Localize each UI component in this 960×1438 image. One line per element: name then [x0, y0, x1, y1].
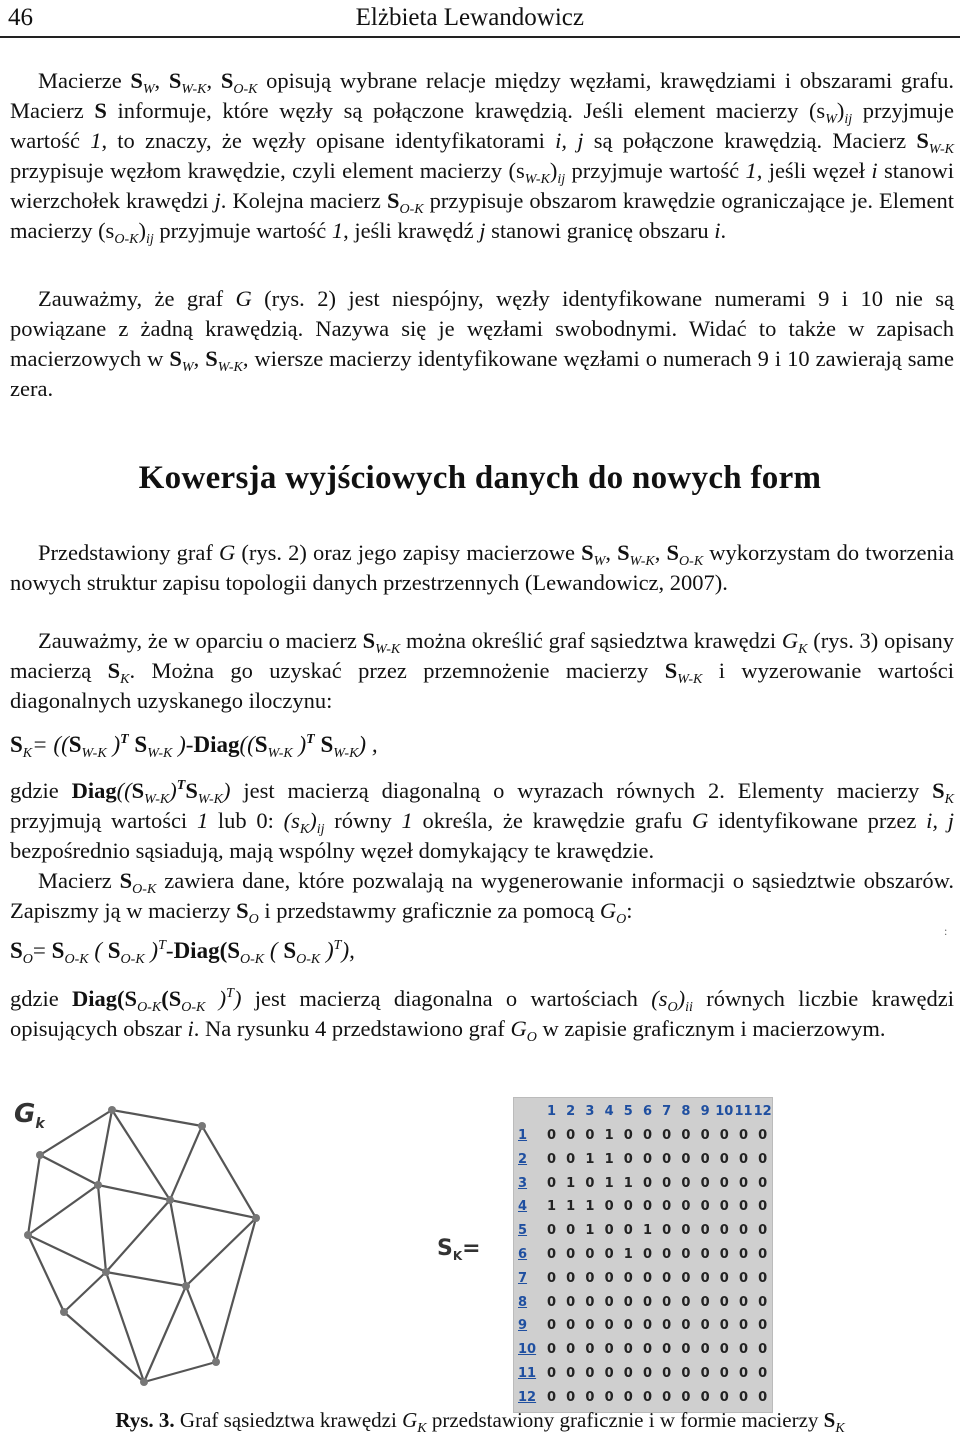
- matrix-cell: 0: [662, 1151, 672, 1167]
- matrix-header-row: [514, 1100, 772, 1124]
- matrix-row-header: 6: [518, 1247, 528, 1262]
- matrix-cell: 0: [719, 1342, 729, 1358]
- matrix-cell: 0: [585, 1389, 595, 1405]
- matrix-cell: 0: [623, 1151, 633, 1167]
- matrix-cell: 0: [719, 1294, 729, 1310]
- matrix-cell: 0: [719, 1151, 729, 1167]
- matrix-cell: 0: [642, 1175, 653, 1191]
- matrix-cell: 0: [566, 1270, 576, 1286]
- matrix-col-header: 6: [642, 1104, 653, 1119]
- matrix-cell: 0: [738, 1318, 749, 1334]
- matrix-cell: 0: [546, 1247, 557, 1262]
- matrix-row-header: 8: [518, 1294, 528, 1310]
- matrix-label: $S_K=$: [437, 1236, 481, 1263]
- matrix-cell: 0: [700, 1175, 710, 1191]
- matrix-col-header: 8: [681, 1104, 691, 1119]
- matrix-cell: 1: [642, 1223, 653, 1239]
- matrix-cell: 0: [681, 1199, 691, 1215]
- matrix-col-header: 11: [734, 1104, 753, 1119]
- matrix-row-header: 10: [518, 1342, 537, 1358]
- matrix-cell: 0: [566, 1247, 576, 1262]
- matrix-cell: 0: [546, 1318, 557, 1334]
- matrix-cell: 0: [662, 1247, 672, 1262]
- matrix-row: [514, 1386, 772, 1410]
- matrix-cell: 1: [566, 1199, 576, 1215]
- matrix-cell: 0: [642, 1199, 653, 1215]
- matrix-row-header: 3: [518, 1175, 528, 1191]
- matrix-row: [514, 1291, 772, 1315]
- matrix-cell: 0: [546, 1294, 557, 1310]
- matrix-cell: 0: [719, 1223, 729, 1239]
- matrix-cell: 0: [719, 1175, 729, 1191]
- matrix-cell: 0: [642, 1128, 653, 1143]
- matrix-cell: 0: [604, 1199, 614, 1215]
- matrix-cell: 0: [623, 1294, 633, 1310]
- matrix-row-header: 12: [518, 1389, 537, 1405]
- matrix-row: [514, 1124, 772, 1148]
- matrix-row: [514, 1243, 772, 1267]
- matrix-cell: 0: [719, 1366, 729, 1381]
- matrix-cell: 0: [604, 1389, 614, 1405]
- matrix-cell: 0: [758, 1175, 768, 1191]
- matrix-cell: 0: [662, 1389, 672, 1405]
- matrix-cell: 0: [758, 1318, 768, 1334]
- matrix-cell: 0: [566, 1294, 576, 1310]
- matrix-cell: 0: [662, 1366, 672, 1381]
- matrix-cell: 0: [700, 1318, 710, 1334]
- matrix-row: [514, 1219, 772, 1243]
- matrix-cell: 0: [546, 1151, 557, 1167]
- matrix-cell: 1: [566, 1175, 576, 1191]
- paragraph-matrices-intro: Macierze $S_W$, $S_{W-K}$, $S_{O-K}$ opisują wybrane relacje między węzłami, krawędziami i obszarami grafu. Macierz S informuje, które węzły są połączone krawędzią. Jeśli element macierzy $(s_W)_{ij}$ przyjmuje wartość 1, to znaczy, że węzły opisane identyfikatorami i, j są połączone krawędzią. Macierz $S_{W-K}$ przypisuje węzłom krawędzie, czyli element macierzy $(s_{W-K})_{ij}$ przyjmuje wartość 1, jeśli węzeł i stanowi wierzchołek krawędzi j. Kolejna macierz $S_{O-K}$ przypisuje obszarom krawędzie ograniczające je. Element macierzy $(s_{O-K})_{ij}$ przyjmuje wartość 1, jeśli krawędź j stanowi granicę obszaru i.: [10, 68, 955, 247]
- matrix-cell: 0: [738, 1270, 749, 1286]
- matrix-cell: 0: [681, 1175, 691, 1191]
- matrix-cell: 0: [758, 1247, 768, 1262]
- matrix-cell: 0: [662, 1294, 672, 1310]
- matrix-row-header: 11: [518, 1366, 537, 1381]
- matrix-cell: 0: [566, 1318, 576, 1334]
- matrix-cell: 0: [623, 1128, 633, 1143]
- matrix-cell: 0: [700, 1342, 710, 1358]
- matrix-cell: 0: [585, 1128, 595, 1143]
- matrix-row-header: 2: [518, 1151, 528, 1167]
- figure-caption: Rys. 3. Graf sąsiedztwa krawędzi $G_K$ przedstawiony graficznie i w formie macierzy $S_K$: [115, 1408, 845, 1436]
- matrix-cell: 0: [642, 1342, 653, 1358]
- matrix-cell: 0: [642, 1366, 653, 1381]
- matrix-cell: 0: [758, 1366, 768, 1381]
- matrix-cell: 0: [642, 1270, 653, 1286]
- matrix-cell: 0: [662, 1318, 672, 1334]
- matrix-cell: 0: [758, 1223, 768, 1239]
- matrix-col-header: 1: [546, 1104, 557, 1119]
- matrix-cell: 0: [738, 1294, 749, 1310]
- matrix-col-header: 12: [753, 1104, 772, 1119]
- matrix-cell: 0: [738, 1247, 749, 1262]
- matrix-cell: 0: [700, 1128, 710, 1143]
- matrix-cell: 0: [681, 1247, 691, 1262]
- matrix-row-header: 5: [518, 1223, 528, 1239]
- matrix-cell: 0: [662, 1175, 672, 1191]
- matrix-cell: 0: [604, 1247, 614, 1262]
- matrix-cell: 0: [585, 1366, 595, 1381]
- matrix-cell: 0: [662, 1223, 672, 1239]
- matrix-cell: 0: [681, 1389, 691, 1405]
- matrix-cell: 0: [719, 1199, 729, 1215]
- matrix-cell: 0: [738, 1389, 749, 1405]
- matrix-cell: 0: [604, 1294, 614, 1310]
- matrix-cell: 0: [642, 1151, 653, 1167]
- matrix-cell: 0: [585, 1294, 595, 1310]
- matrix-cell: 0: [681, 1270, 691, 1286]
- matrix-cell: 0: [719, 1270, 729, 1286]
- matrix-cell: 0: [738, 1342, 749, 1358]
- matrix-row-header: 4: [518, 1199, 528, 1215]
- stray-mark: :: [944, 924, 948, 938]
- matrix-cell: 0: [642, 1294, 653, 1310]
- matrix-cell: 0: [700, 1151, 710, 1167]
- matrix-cell: 0: [546, 1342, 557, 1358]
- matrix-cell: 0: [546, 1366, 557, 1381]
- matrix-cell: 0: [566, 1366, 576, 1381]
- matrix-cell: 0: [585, 1318, 595, 1334]
- matrix-cell: 0: [604, 1223, 614, 1239]
- matrix-cell: 0: [623, 1270, 633, 1286]
- paragraph-area-adjacency: Macierz $S_{O-K}$ zawiera dane, które pozwalają na wygenerowanie informacji o sąsiedztwie obszarów. Zapiszmy ją w macierzy $S_O$ i przedstawmy graficznie za pomocą $G_O$:: [10, 868, 954, 927]
- matrix-col-header: 10: [715, 1104, 734, 1119]
- matrix-cell: 0: [604, 1366, 614, 1381]
- matrix-cell: 0: [623, 1342, 633, 1358]
- matrix-cell: 0: [681, 1318, 691, 1334]
- matrix-row: [514, 1338, 772, 1362]
- matrix-cell: 1: [585, 1199, 595, 1215]
- matrix-cell: 0: [662, 1128, 672, 1143]
- matrix-cell: 0: [758, 1151, 768, 1167]
- matrix-cell: 0: [681, 1151, 691, 1167]
- matrix-col-header: 3: [585, 1104, 595, 1119]
- matrix-cell: 0: [546, 1270, 557, 1286]
- matrix-cell: 0: [585, 1247, 595, 1262]
- paragraph-diag-explanation: gdzie $Diag((S_{W-K})^TS_{W-K})$ jest macierzą diagonalną o wyrazach równych 2. Elementy macierzy $S_K$ przyjmują wartości 1 lub 0: $(s_K)_{ij}$ równy 1 określa, że krawędzie grafu G identyfikowane przez i, j bezpośrednio sąsiadują, mają wspólny węzeł domykający te krawędzie.: [10, 778, 954, 863]
- matrix-cell: 0: [719, 1247, 729, 1262]
- header-rule: [0, 36, 960, 38]
- matrix-col-header: 7: [662, 1104, 672, 1119]
- matrix-cell: 0: [546, 1175, 557, 1191]
- matrix-cell: 0: [566, 1151, 576, 1167]
- matrix-cell: 0: [738, 1175, 749, 1191]
- matrix-cell: 0: [700, 1389, 710, 1405]
- matrix-cell: 0: [662, 1270, 672, 1286]
- matrix-cell: 1: [604, 1128, 614, 1143]
- edge-adjacency-graph: [10, 1090, 270, 1420]
- matrix-row-header: 1: [518, 1128, 528, 1143]
- matrix-cell: 0: [604, 1318, 614, 1334]
- matrix-cell: 0: [604, 1270, 614, 1286]
- matrix-cell: 0: [623, 1199, 633, 1215]
- paragraph-so-explanation: gdzie $Diag(S_{O-K}(S_{O-K}$ )$^T$) jest macierzą diagonalna o wartościach $(s_O)_{ii}$ równych liczbie krawędzi opisujących obszar i. Na rysunku 4 przedstawiono graf $G_O$ w zapisie graficznym i macierzowym.: [10, 986, 954, 1045]
- matrix-cell: 0: [566, 1342, 576, 1358]
- matrix-col-header: 9: [700, 1104, 710, 1119]
- matrix-cell: 0: [662, 1199, 672, 1215]
- matrix-cell: 0: [681, 1128, 691, 1143]
- matrix-cell: 0: [681, 1342, 691, 1358]
- matrix-row-header: 9: [518, 1318, 528, 1334]
- matrix-cell: 0: [566, 1128, 576, 1143]
- matrix-cell: 0: [681, 1294, 691, 1310]
- page-number: 46: [8, 4, 33, 31]
- matrix-row: [514, 1314, 772, 1338]
- matrix-cell: 0: [623, 1318, 633, 1334]
- matrix-cell: 0: [738, 1151, 749, 1167]
- matrix-cell: 0: [758, 1128, 768, 1143]
- paragraph-graph-usage: Przedstawiony graf G (rys. 2) oraz jego zapisy macierzowe $S_W$, $S_{W-K}$, $S_{O-K}$ wykorzystam do tworzenia nowych struktur zapisu topologii danych przestrzennych (Lewandowicz, 2007).: [10, 540, 955, 595]
- matrix-cell: 0: [546, 1128, 557, 1143]
- matrix-cell: 0: [738, 1223, 749, 1239]
- matrix-cell: 0: [642, 1318, 653, 1334]
- matrix-cell: 0: [758, 1294, 768, 1310]
- matrix-cell: 0: [681, 1366, 691, 1381]
- matrix-cell: 0: [681, 1223, 691, 1239]
- running-author: Elżbieta Lewandowicz: [355, 4, 584, 31]
- matrix-cell: 0: [585, 1175, 595, 1191]
- matrix-cell: 1: [623, 1247, 633, 1262]
- graph-label: $G_k$: [14, 1099, 45, 1132]
- matrix-cell: 1: [623, 1175, 633, 1191]
- page-header: [0, 0, 960, 40]
- matrix-row-header: 7: [518, 1270, 528, 1286]
- paragraph-edge-adjacency: Zauważmy, że w oparciu o macierz $S_{W-K}$ można określić graf sąsiedztwa krawędzi $G_K$ (rys. 3) opisany macierzą $S_K$. Można go uzyskać przez przemnożenie macierzy $S_{W-K}$ i wyzerowanie wartości diagonalnych uzyskanego iloczynu:: [10, 628, 954, 713]
- matrix-cell: 0: [758, 1270, 768, 1286]
- matrix-cell: 0: [546, 1223, 557, 1239]
- matrix-row: [514, 1267, 772, 1291]
- matrix-cell: 0: [700, 1247, 710, 1262]
- matrix-cell: 0: [719, 1128, 729, 1143]
- matrix-cell: 0: [700, 1223, 710, 1239]
- matrix-cell: 0: [585, 1270, 595, 1286]
- adjacency-matrix: [513, 1097, 773, 1413]
- matrix-cell: 1: [604, 1151, 614, 1167]
- matrix-cell: 0: [738, 1128, 749, 1143]
- matrix-cell: 0: [604, 1342, 614, 1358]
- matrix-cell: 0: [758, 1389, 768, 1405]
- matrix-cell: 0: [585, 1342, 595, 1358]
- matrix-cell: 0: [642, 1389, 653, 1405]
- matrix-cell: 0: [662, 1342, 672, 1358]
- matrix-cell: 1: [585, 1151, 595, 1167]
- matrix-cell: 0: [700, 1366, 710, 1381]
- matrix-cell: 0: [758, 1199, 768, 1215]
- matrix-cell: 0: [623, 1389, 633, 1405]
- paragraph-disconnected-graph: Zauważmy, że graf G (rys. 2) jest niespójny, węzły identyfikowane numerami 9 i 10 nie są powiązane z żadną krawędzią. Nazywa się je węzłami swobodnymi. Widać to także w zapisach macierzowych w $S_W$, $S_{W-K}$, wiersze macierzy identyfikowane węzłami o numerach 9 i 10 zawierają same zera.: [10, 286, 954, 401]
- matrix-cell: 0: [738, 1366, 749, 1381]
- matrix-col-header: 2: [566, 1104, 576, 1119]
- matrix-row: [514, 1195, 772, 1219]
- matrix-cell: 0: [700, 1294, 710, 1310]
- equation-sk: $S_K= ((S_{W-K}$ )$^T$ $S_{W-K}$ )$-Diag((S_{W-K}$ )$^T$ $S_{W-K}$) ,: [10, 732, 378, 761]
- matrix-row: [514, 1172, 772, 1196]
- matrix-row: [514, 1148, 772, 1172]
- matrix-cell: 0: [758, 1342, 768, 1358]
- matrix-cell: 1: [604, 1175, 614, 1191]
- matrix-cell: 0: [546, 1389, 557, 1405]
- matrix-cell: 1: [546, 1199, 557, 1215]
- matrix-cell: 0: [700, 1199, 710, 1215]
- matrix-cell: 0: [623, 1366, 633, 1381]
- matrix-cell: 1: [585, 1223, 595, 1239]
- matrix-cell: 0: [719, 1318, 729, 1334]
- section-heading: Kowersja wyjściowych danych do nowych form: [138, 460, 822, 496]
- matrix-cell: 0: [738, 1199, 749, 1215]
- matrix-cell: 0: [623, 1223, 633, 1239]
- matrix-col-header: 5: [623, 1104, 633, 1119]
- matrix-row: [514, 1362, 772, 1386]
- matrix-cell: 0: [700, 1270, 710, 1286]
- matrix-cell: 0: [642, 1247, 653, 1262]
- equation-so: $S_O= S_{O-K}$ ( $S_{O-K}$ )$^T-Diag(S_{O-K}$ ( $S_{O-K}$ )$^T$),: [10, 938, 355, 967]
- matrix-cell: 0: [566, 1223, 576, 1239]
- matrix-cell: 0: [566, 1389, 576, 1405]
- matrix-col-header: 4: [604, 1104, 614, 1119]
- matrix-cell: 0: [719, 1389, 729, 1405]
